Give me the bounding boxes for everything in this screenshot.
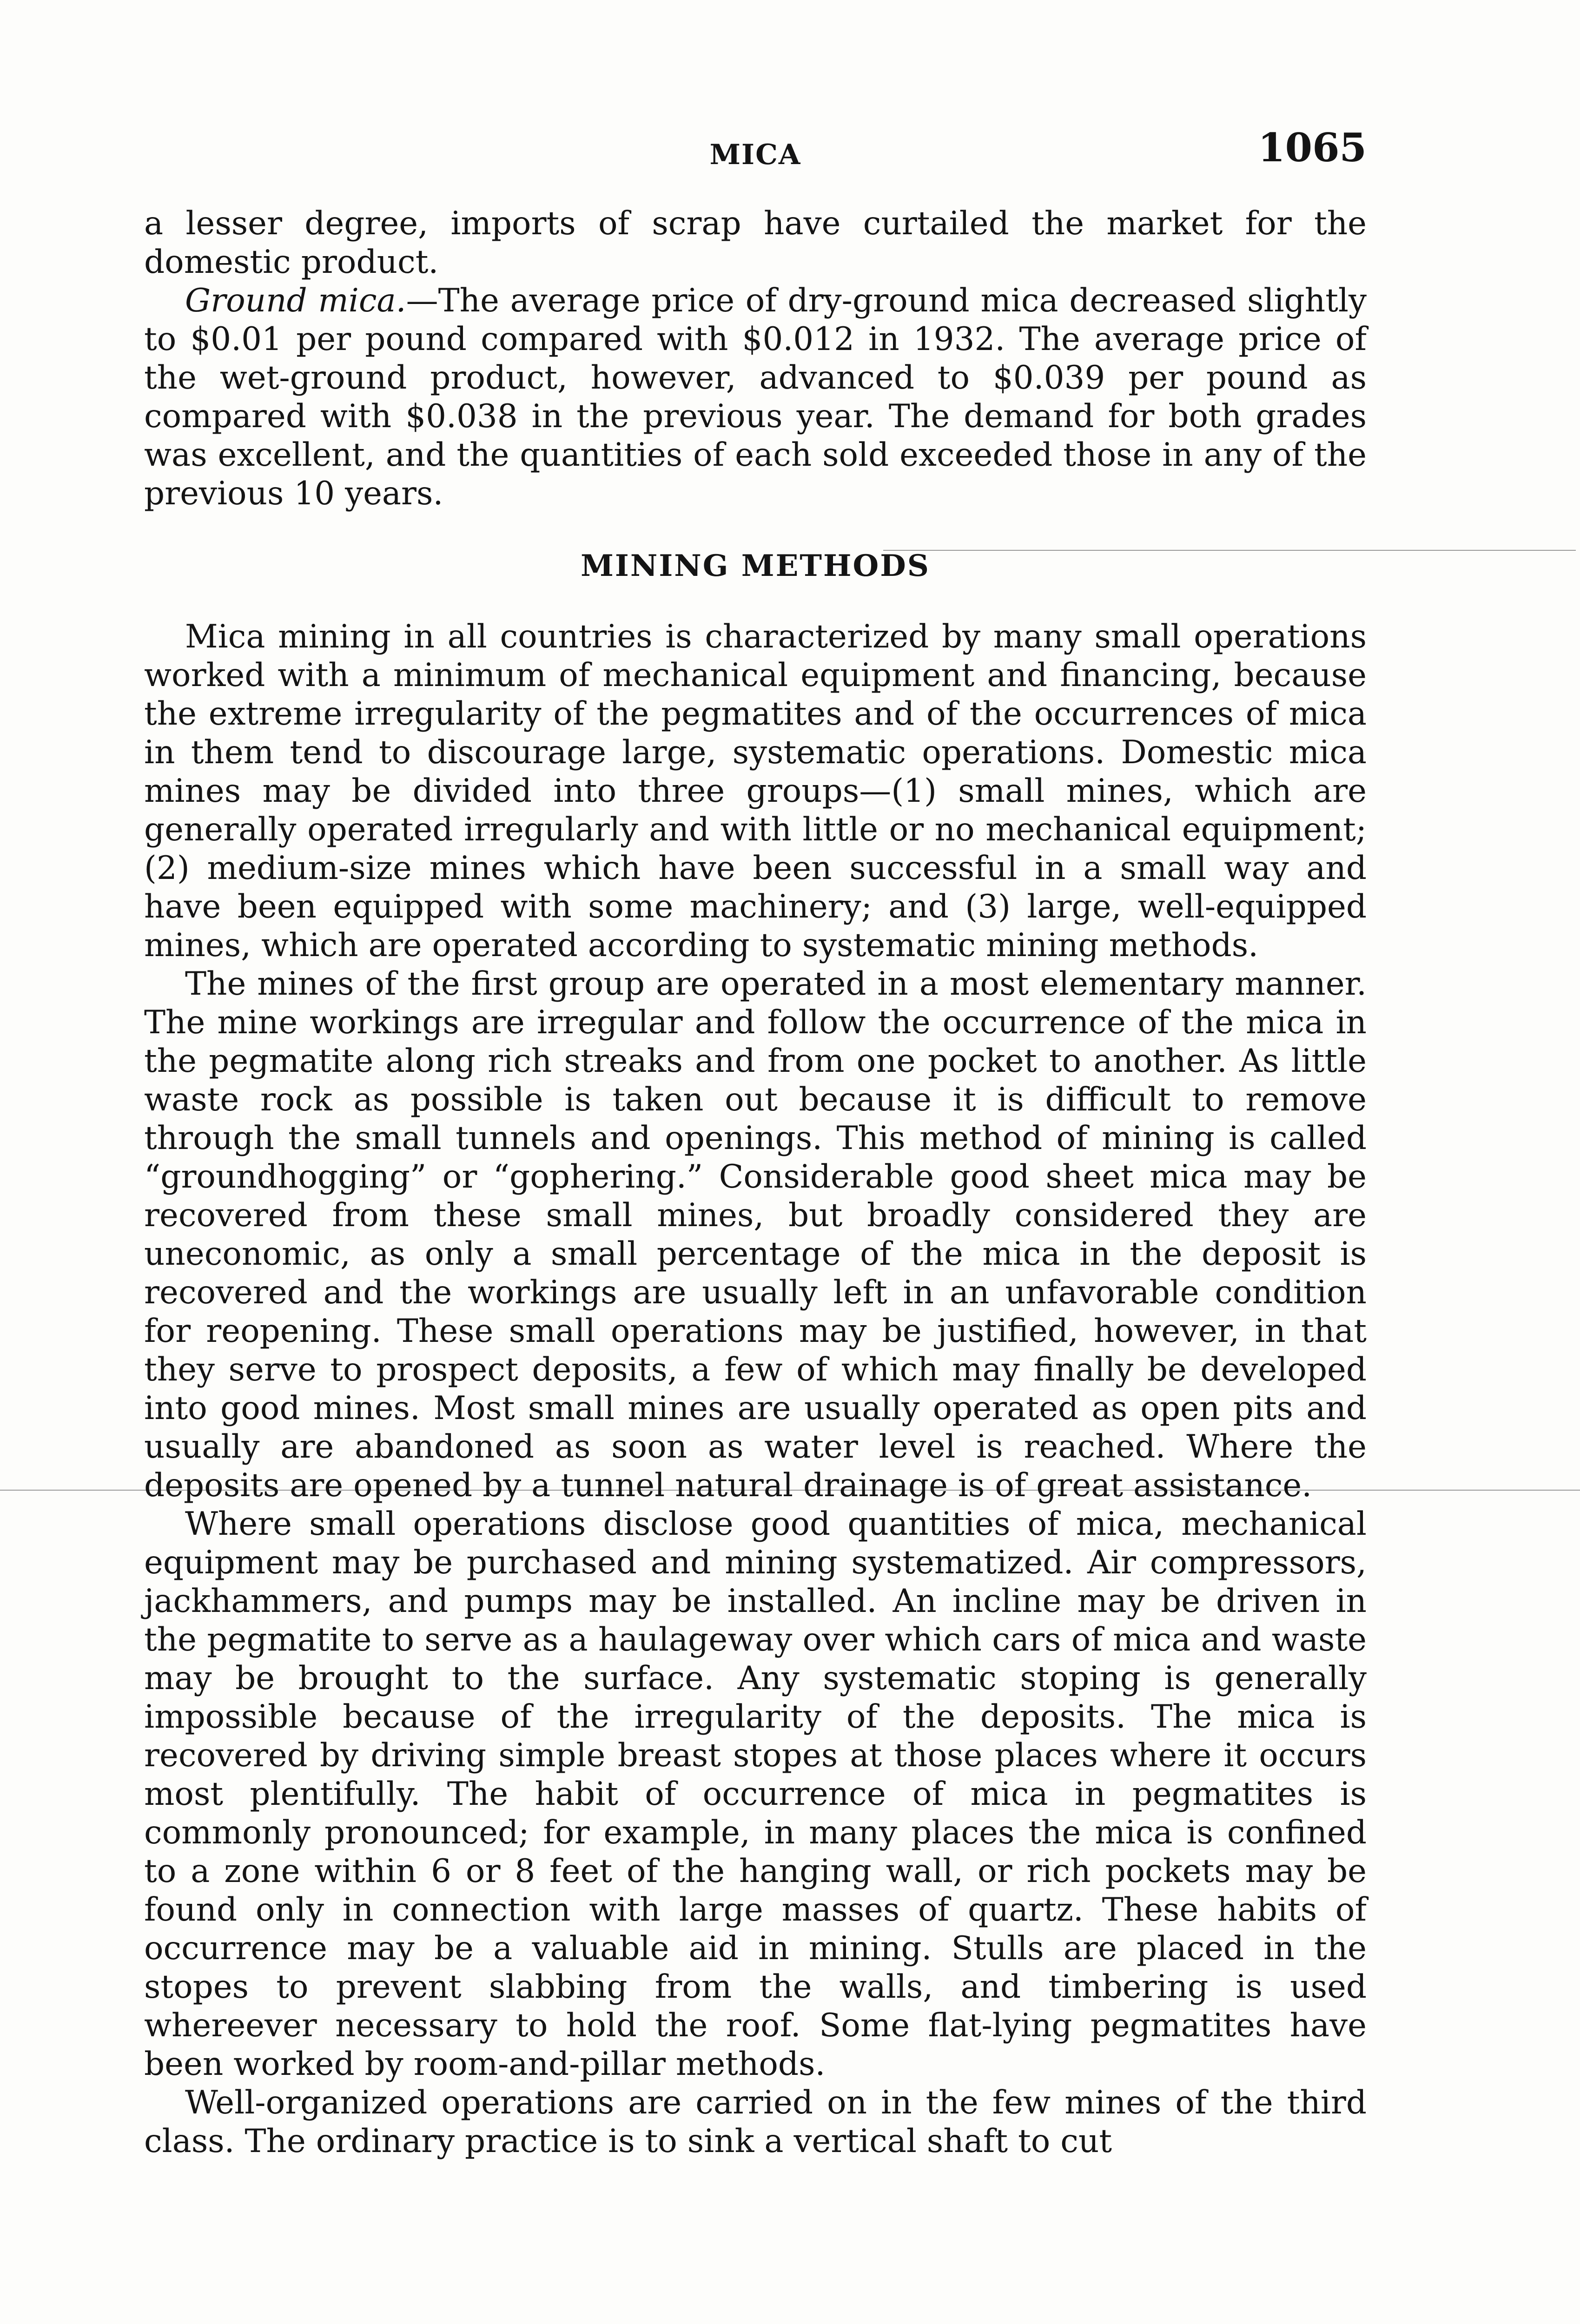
- mining-paragraph-2: The mines of the first group are operated in a most elementary manner. The mine workings are irregular and follow the occurrence of the mica in the pegmatite along rich streaks and from one pocket to another. As little waste rock as possible is taken out because it is difficult to remove through the small tunnels and openings. This method of mining is called “groundhogging” or “gophering.” Considerable good sheet mica may be recovered from these small mines, but broadly considered they are uneconomic, as only a small percentage of the mica in the deposit is recovered and the workings are usually left in an unfavorable condition for reopening. These small operations may be justified, however, in that they serve to prospect deposits, a few of which may finally be developed into good mines. Most small mines are usually operated as open pits and usually are abandoned as soon as water level is reached. Where the deposits are opened by a tunnel natural drainage is of great assistance.: [144, 965, 1367, 1504]
- paragraph-ground-mica: [144, 282, 1367, 513]
- mining-paragraph-4: Well-organized operations are carried on in the few mines of the third class. The ordinary practice is to sink a vertical shaft to cut: [144, 2084, 1367, 2160]
- mining-paragraph-3: Where small operations disclose good quantities of mica, mechanical equipment may be purchased and mining systematized. Air compressors, jackhammers, and pumps may be installed. An incline may be driven in the pegmatite to serve as a haulageway over which cars of mica and waste may be brought to the surface. Any systematic stoping is generally impossible because of the irregularity of the deposits. The mica is recovered by driving simple breast stopes at those places where it occurs most plentifully. The habit of occurrence of mica in pegmatites is commonly pronounced; for example, in many places the mica is confined to a zone within 6 or 8 feet of the hanging wall, or rich pockets may be found only in connection with large masses of quartz. These habits of occurrence may be a valuable aid in mining. Stulls are placed in the stopes to prevent slabbing from the walls, and timbering is used whereever necessary to hold the roof. Some flat-lying pegmatites have been worked by room-and-pillar methods.: [144, 1505, 1367, 2083]
- ground-mica-lead-in: Ground mica.: [185, 282, 406, 319]
- body-text: [144, 205, 1367, 2161]
- paragraph-continuation: a lesser degree, imports of scrap have curtailed the market for the domestic product.: [144, 205, 1367, 281]
- running-head: MICA: [709, 139, 801, 171]
- section-heading: MINING METHODS: [581, 548, 930, 583]
- ground-mica-body: —The average price of dry-ground mica decreased slightly to $0.01 per pound compared with $0.012 in 1932. The average price of the wet-ground product, however, advanced to $0.039 per pound as compared with $0.038 in the previous year. The demand for both grades was excellent, and the quantities of each sold exceeded those in any of the previous 10 years.: [144, 282, 1367, 512]
- page-number: 1065: [1258, 125, 1367, 171]
- mining-paragraph-1: Mica mining in all countries is characterized by many small operations worked with a minimum of mechanical equipment and financing, because the extreme irregularity of the pegmatites and of the occurrences of mica in them tend to discourage large, systematic operations. Domestic mica mines may be divided into three groups—(1) small mines, which are generally operated irregularly and with little or no mechanical equipment; (2) medium-size mines which have been successful in a small way and have been equipped with some machinery; and (3) large, well-equipped mines, which are operated according to systematic mining methods.: [144, 618, 1367, 964]
- page-header: [144, 125, 1367, 176]
